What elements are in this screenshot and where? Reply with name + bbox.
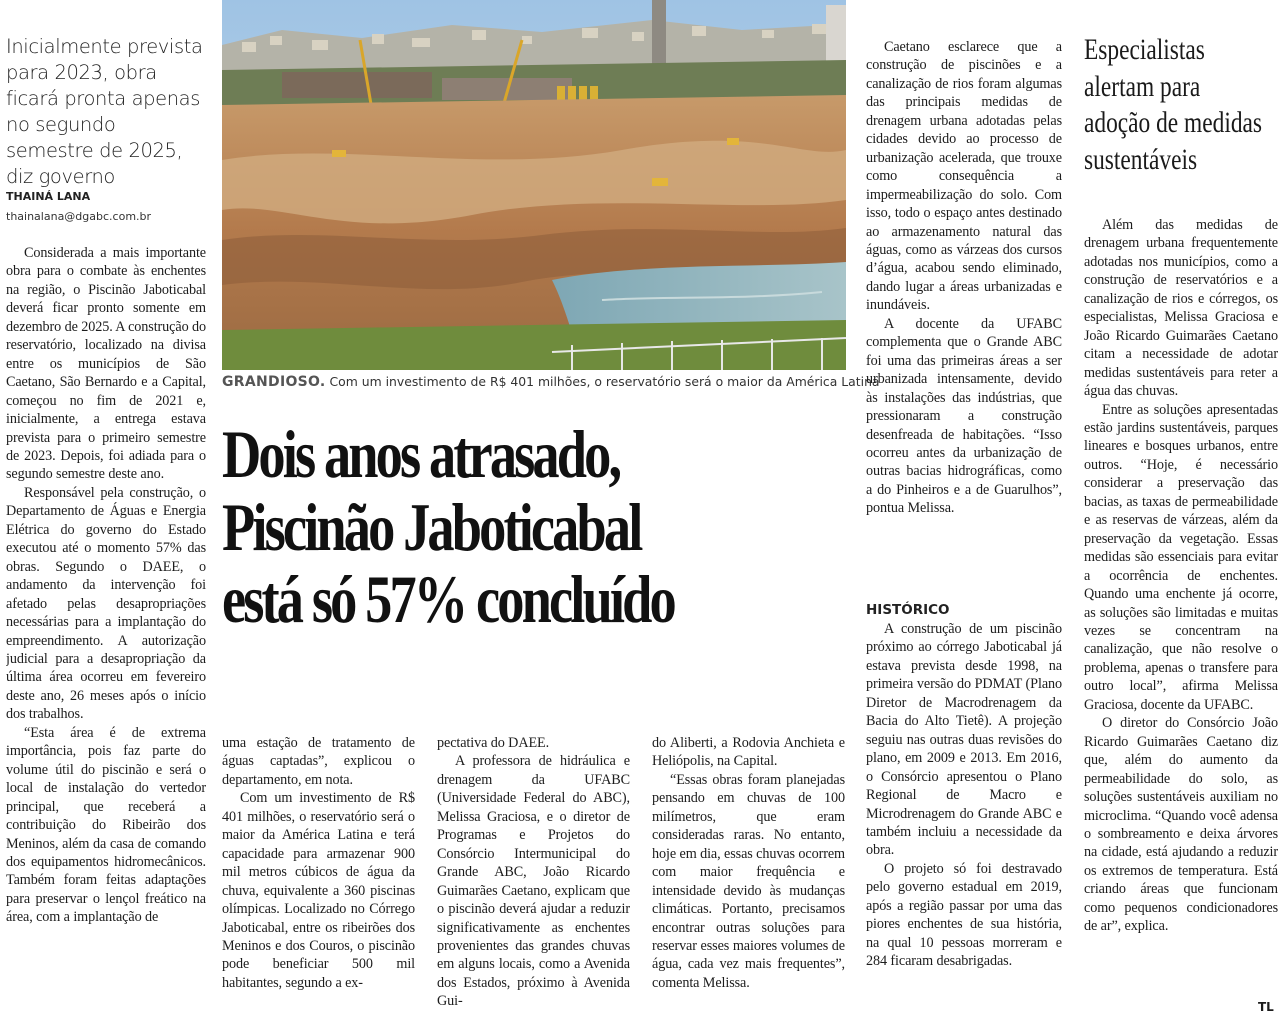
headline-line: está só 57% concluído bbox=[222, 561, 674, 637]
paragraph: Com um investimento de R$ 401 milhões, o reservatório será o maior da América Latina e terá capacidade para armazenar 900 mil metros cúbicos de água da chuva, equivalente a 360 piscinas olímpicas. Localizado no Córrego Jaboticabal, entre os ribeirões dos Meninos e dos Couros, o piscinão pode beneficiar 500 mil habitantes, segundo a ex- bbox=[222, 790, 415, 991]
article-column-1 bbox=[6, 244, 206, 1019]
paragraph: Responsável pela construção, o Departamento de Águas e Energia Elétrica do governo do Estado executou até o momento 57% das obras. Segundo o DAEE, o andamento da intervenção foi afetado pelas desapropriações necessárias para a implantação do empreendimento. A autorização judicial para a desapropriação da última área ocorreu em fevereiro deste ano, 26 meses após o início dos trabalhos. bbox=[6, 484, 206, 723]
paragraph: “Essas obras foram planejadas pensando em chuvas de 100 milímetros, que eram consideradas raras. No entanto, hoje em dia, essas chuvas ocorrem com maior frequência e intensidade devido às mudanças climáticas. Portanto, precisamos encontrar outras soluções para reservar esses maiores volumes de água, cada vez mais frequentes”, comenta Melissa. bbox=[652, 771, 845, 991]
headline bbox=[222, 418, 862, 636]
sidebar-column bbox=[1084, 216, 1278, 1021]
paragraph: Entre as soluções apresentadas estão jardins sustentáveis, parques lineares e bosques urbanos, entre outros. “Hoje, é necessário considerar a preservação das bacias, as taxas de permeabilidade e as reservas de várzeas, além da preservação da vegetação. Essas medidas são essenciais para evitar a ocorrência de enchentes. Quando uma enchente já ocorre, as soluções são limitadas e muitas vezes se concentram na canalização, que não resolve o problema, apenas o transfere para outro local”, afirma Melissa Graciosa, docente da UFABC. bbox=[1084, 401, 1278, 713]
article-column-4 bbox=[652, 734, 845, 1019]
sidebar-title-line: Especialistas bbox=[1084, 33, 1205, 66]
sidebar-signature: TL bbox=[1258, 1000, 1274, 1014]
sidebar-title bbox=[1084, 32, 1284, 178]
paragraph: Considerada a mais importante obra para o combate às enchentes na região, o Piscinão Jaboticabal deverá ficar pronto somente em dezembro de 2025. A construção do reservatório, localizado na divisa entre os municípios de São Caetano, São Bernardo e a Capital, começou no fim de 2021 e, inicialmente, a entrega estava prevista para o primeiro semestre de 2023. Depois, foi adiada para o segundo semestre deste ano. bbox=[6, 245, 206, 483]
article-deck: Inicialmente prevista para 2023, obra ficará pronta apenas no segundo semestre de 2025, diz governo bbox=[6, 35, 203, 188]
section-subhead: HISTÓRICO bbox=[866, 602, 950, 618]
paragraph: O diretor do Consórcio João Ricardo Guimarães Caetano diz que, além do aumento da permeabilidade do solo, as soluções sustentáveis auxiliam no microclima. “Quando você adensa o sombreamento e deixa árvores na cidade, está ajudando a reduzir os extremos de temperatura. Está criando áreas que funcionam como pequenos condicionadores de ar”, explica. bbox=[1084, 715, 1278, 935]
article-column-5-continued bbox=[866, 620, 1062, 1020]
paragraph: “Esta área é de extrema importância, pois faz parte do volume útil do piscinão e será o local de instalação do vertedor principal, que receberá a contribuição do Ribeirão dos Meninos, além da casa de comando dos equipamentos hidromecânicos. Também foram feitas adaptações para preservar o lençol freático na área, com a implantação de bbox=[6, 724, 206, 926]
paragraph: A construção de um piscinão próximo ao córrego Jaboticabal já estava prevista desde 1998, na primeira versão do PDMAT (Plano Diretor de Macrodrenagem da Bacia do Alto Tietê). A projeção seguiu nas outras duas revisões do plano, em 2009 e 2013. Em 2016, o Consórcio apresentou o Plano Regional de Macro e Microdrenagem do Grande ABC e também incluiu a necessidade da obra. bbox=[866, 621, 1062, 859]
headline-line: Piscinão Jaboticabal bbox=[222, 488, 641, 565]
sidebar-title-line: sustentáveis bbox=[1084, 142, 1198, 176]
caption-label: GRANDIOSO. bbox=[222, 374, 326, 390]
article-column-3 bbox=[437, 734, 630, 1019]
byline: THAINÁ LANA bbox=[6, 190, 91, 203]
construction-site-photo bbox=[222, 0, 846, 370]
paragraph: Além das medidas de drenagem urbana frequentemente adotadas nos municípios, como a construção de reservatórios e a canalização de rios e córregos, os especialistas, Melissa Graciosa e João Ricardo Guimarães Caetano citam a necessidade de adotar medidas sustentáveis para reter a água das chuvas. bbox=[1084, 217, 1278, 400]
author-email: thainalana@dgabc.com.br bbox=[6, 210, 152, 223]
paragraph: A professora de hidráulica e drenagem da UFABC (Universidade Federal do ABC), Melissa Graciosa, e o diretor de Programas e Projetos do Consórcio Intermunicipal do Grande ABC, João Ricardo Guimarães Caetano, explicam que o piscinão deverá ajudar a reduzir significativamente as enchentes provenientes das grandes chuvas em alguns locais, como a Avenida dos Estados, próximo à Avenida Gui- bbox=[437, 753, 630, 1010]
paragraph: pectativa do DAEE. bbox=[437, 735, 550, 751]
sidebar-title-line: adoção de medidas bbox=[1084, 106, 1263, 139]
caption-text: Com um investimento de R$ 401 milhões, o reservatório será o maior da América Latina bbox=[325, 374, 880, 389]
article-column-5 bbox=[866, 38, 1062, 598]
headline-line: Dois anos atrasado, bbox=[222, 416, 620, 492]
paragraph: do Aliberti, a Rodovia Anchieta e Heliópolis, na Capital. bbox=[652, 735, 845, 770]
article-column-2 bbox=[222, 734, 415, 1019]
paragraph: uma estação de tratamento de águas captadas”, explicou o departamento, em nota. bbox=[222, 735, 415, 788]
paragraph: Caetano esclarece que a construção de piscinões e a canalização de rios foram algumas das principais medidas de drenagem urbana adotadas pelas cidades devido ao processo de urbanização acelerada, que trouxe como consequência a impermeabilização do solo. Com isso, todo o espaço antes destinado ao armazenamento natural das águas, como as várzeas dos cursos d’água, acabou sendo eliminado, dando lugar a áreas urbanizadas e inundáveis. bbox=[866, 39, 1062, 314]
sidebar-title-line: alertam para bbox=[1084, 69, 1201, 103]
photo-caption bbox=[222, 374, 880, 390]
paragraph: O projeto só foi destravado pelo governo estadual em 2019, após a região passar por uma das piores enchentes de sua história, na qual 10 pessoas morreram e 284 ficaram desabrigadas. bbox=[866, 860, 1062, 970]
paragraph: A docente da UFABC complementa que o Grande ABC foi uma das primeiras áreas a ser urbanizada intensamente, devido às instalações das indústrias, que pressionaram a construção desenfreada de habitações. “Isso ocorreu antes da urbanização de outras bacias hidrográficas, como a do Pinheiros e a de Guarulhos”, pontua Melissa. bbox=[866, 315, 1062, 517]
